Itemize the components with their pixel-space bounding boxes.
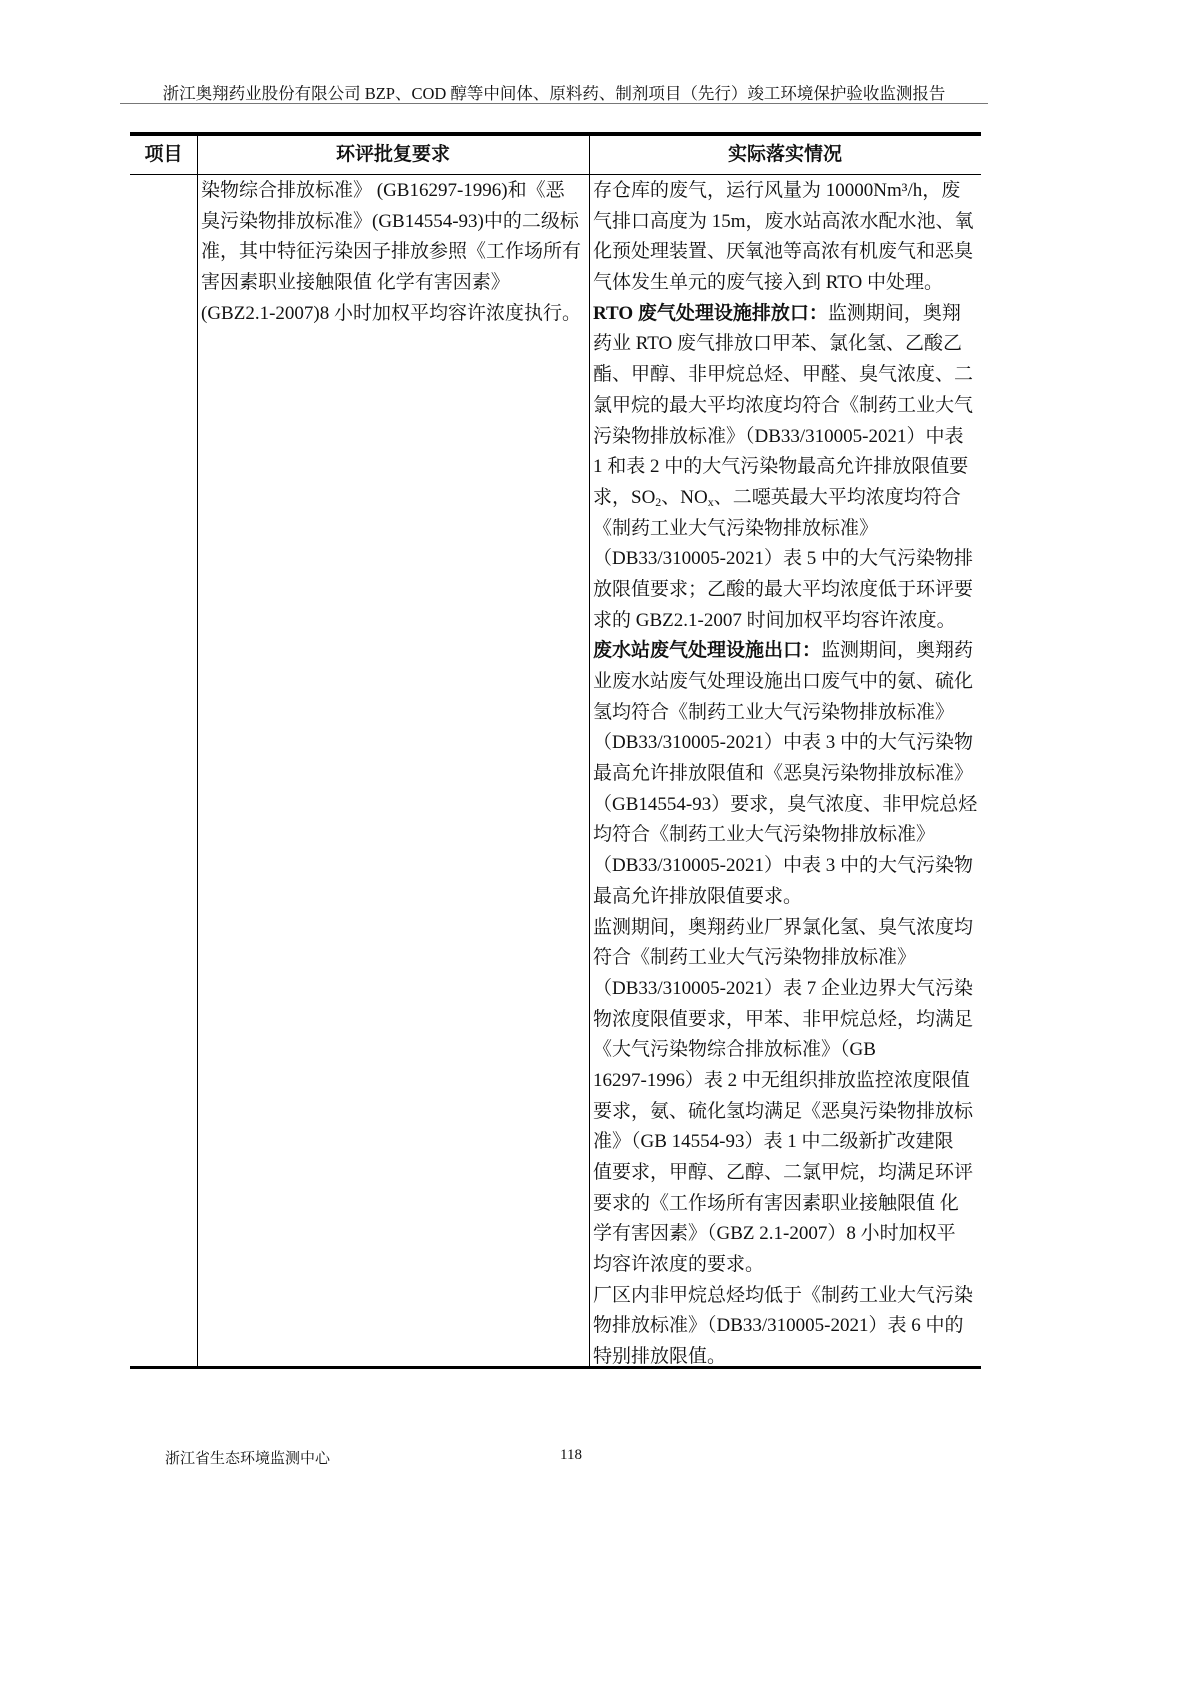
actual-line [593, 882, 977, 913]
line-text: 准》（GB 14554-93）表 1 中二级新扩改建限 [593, 1131, 954, 1153]
line-text: 要求的《工作场所有害因素职业接触限值 化 [593, 1192, 959, 1214]
line-text: 物排放标准》（DB33/310005-2021）表 6 中的 [593, 1315, 964, 1337]
actual-line [593, 483, 977, 514]
actual-line [593, 514, 977, 545]
line-text: 学有害因素》（GBZ 2.1-2007）8 小时加权平 [593, 1223, 956, 1245]
page-number: 118 [560, 1447, 582, 1463]
actual-line [593, 698, 977, 729]
actual-line [593, 728, 977, 759]
line-text: （DB33/310005-2021）表 5 中的大气污染物排 [593, 548, 974, 570]
line-text: 《大气污染物综合排放标准》（GB [593, 1039, 876, 1061]
requirement-line: 臭污染物排放标准》(GB14554-93)中的二级标 [201, 210, 579, 232]
actual-line [593, 422, 977, 453]
actual-line [593, 1189, 977, 1220]
line-text: 物浓度限值要求，甲苯、非甲烷总烃，均满足 [593, 1008, 974, 1030]
header-divider [120, 103, 988, 104]
actual-line [593, 790, 977, 821]
line-text: 、二噁英最大平均浓度均符合 [713, 486, 961, 508]
line-text: 业废水站废气处理设施出口废气中的氨、硫化 [593, 671, 974, 692]
line-text: 污染物排放标准》（DB33/310005-2021）中表 [593, 425, 964, 447]
line-text: 酯、甲醇、非甲烷总烃、甲醛、臭气浓度、二 [593, 364, 974, 386]
requirement-cell [201, 176, 581, 329]
line-text: 药业 RTO 废气排放口甲苯、氯化氢、乙酸乙 [593, 333, 963, 355]
line-text: 氢均符合《制药工业大气污染物排放标准》 [593, 701, 955, 723]
line-text: 《制药工业大气污染物排放标准》 [593, 517, 879, 539]
actual-line [593, 237, 977, 268]
line-text: 均容许浓度的要求。 [593, 1254, 765, 1276]
actual-line [593, 268, 977, 299]
column-header-actual: 实际落实情况 [727, 144, 842, 165]
actual-line [593, 1311, 977, 1342]
actual-line [593, 1097, 977, 1128]
column-header-item: 项目 [144, 144, 183, 165]
actual-line [593, 1127, 977, 1158]
actual-line [593, 207, 977, 238]
requirement-line: 染物综合排放标准》 (GB16297-1996)和《恶 [201, 180, 565, 201]
actual-line [593, 1066, 977, 1097]
actual-line [593, 1158, 977, 1189]
section-heading: RTO 废气处理设施排放口： [593, 302, 828, 324]
actual-line [593, 1250, 977, 1281]
actual-line [593, 943, 977, 974]
actual-line [593, 299, 977, 330]
line-text: 最高允许排放限值和《恶臭污染物排放标准》 [593, 763, 974, 785]
actual-line [593, 1219, 977, 1250]
actual-line [593, 544, 977, 575]
requirement-line: (GBZ2.1-2007)8 小时加权平均容许浓度执行。 [201, 302, 581, 324]
line-text: 1 和表 2 中的大气污染物最高允许排放限值要 [593, 456, 969, 478]
line-text: 厂区内非甲烷总烃均低于《制药工业大气污染 [593, 1284, 974, 1306]
requirement-line: 准，其中特征污染因子排放参照《工作场所有 [201, 241, 582, 263]
section-heading: 废水站废气处理设施出口： [593, 640, 822, 662]
column-divider [589, 136, 590, 1366]
actual-line [593, 851, 977, 882]
line-text: 气排口高度为 15m，废水站高浓水配水池、氧 [593, 210, 974, 232]
line-text: 监测期间，奥翔药业厂界氯化氢、臭气浓度均 [593, 916, 974, 938]
line-text: 监测期间，奥翔药 [821, 640, 974, 662]
line-text: 放限值要求；乙酸的最大平均浓度低于环评要 [593, 578, 974, 600]
line-text: 存仓库的废气，运行风量为 10000Nm³/h，废 [593, 180, 961, 201]
footer-organization: 浙江省生态环境监测中心 [165, 1451, 331, 1467]
line-text: 气体发生单元的废气接入到 RTO 中处理。 [593, 272, 944, 294]
actual-line [593, 1005, 977, 1036]
actual-line [593, 1035, 977, 1066]
requirement-line: 害因素职业接触限值 化学有害因素》 [201, 272, 510, 294]
column-divider [197, 136, 198, 1366]
actual-line [593, 1281, 977, 1312]
actual-situation-cell [593, 176, 977, 1373]
actual-line [593, 1342, 977, 1373]
actual-line [593, 329, 977, 360]
actual-line [593, 360, 977, 391]
actual-line [593, 452, 977, 483]
line-text: （DB33/310005-2021）中表 3 中的大气污染物 [593, 855, 974, 877]
subscript: 2 [655, 494, 662, 509]
line-text: 求的 GBZ2.1-2007 时间加权平均容许浓度。 [593, 609, 956, 631]
line-text: 氯甲烷的最大平均浓度均符合《制药工业大气 [593, 394, 974, 416]
actual-line [593, 575, 977, 606]
actual-line [593, 636, 977, 667]
column-header-requirement: 环评批复要求 [335, 144, 450, 165]
table-header-row [130, 136, 981, 175]
subscript: x [707, 494, 714, 509]
page-header-title: 浙江奥翔药业股份有限公司 BZP、COD 醇等中间体、原料药、制剂项目（先行）竣工环境保护验收监测报告 [162, 84, 946, 103]
line-text: 特别排放限值。 [593, 1346, 727, 1368]
line-text: （DB33/310005-2021）表 7 企业边界大气污染 [593, 977, 974, 999]
actual-line [593, 391, 977, 422]
actual-line [593, 913, 977, 944]
line-text: （GB14554-93）要求，臭气浓度、非甲烷总烃 [593, 793, 978, 815]
line-text: 均符合《制药工业大气污染物排放标准》 [593, 824, 936, 846]
line-text: 值要求，甲醇、乙醇、二氯甲烷，均满足环评 [593, 1162, 974, 1183]
line-text: 符合《制药工业大气污染物排放标准》 [593, 947, 917, 969]
line-text: 16297-1996）表 2 中无组织排放监控浓度限值 [593, 1069, 970, 1091]
line-text: 要求，氨、硫化氢均满足《恶臭污染物排放标 [593, 1100, 974, 1122]
line-text: 最高允许排放限值要求。 [593, 885, 803, 907]
line-text: 化预处理装置、厌氧池等高浓有机废气和恶臭 [593, 241, 974, 263]
line-text: 监测期间，奥翔 [827, 302, 961, 324]
actual-line [593, 820, 977, 851]
compliance-table [130, 132, 981, 1369]
line-text: 求，SO [593, 486, 656, 508]
actual-line [593, 759, 977, 790]
actual-line [593, 606, 977, 637]
line-text: 、NO [661, 486, 708, 508]
actual-line [593, 176, 977, 207]
line-text: （DB33/310005-2021）中表 3 中的大气污染物 [593, 732, 974, 754]
actual-line [593, 667, 977, 698]
actual-line [593, 974, 977, 1005]
